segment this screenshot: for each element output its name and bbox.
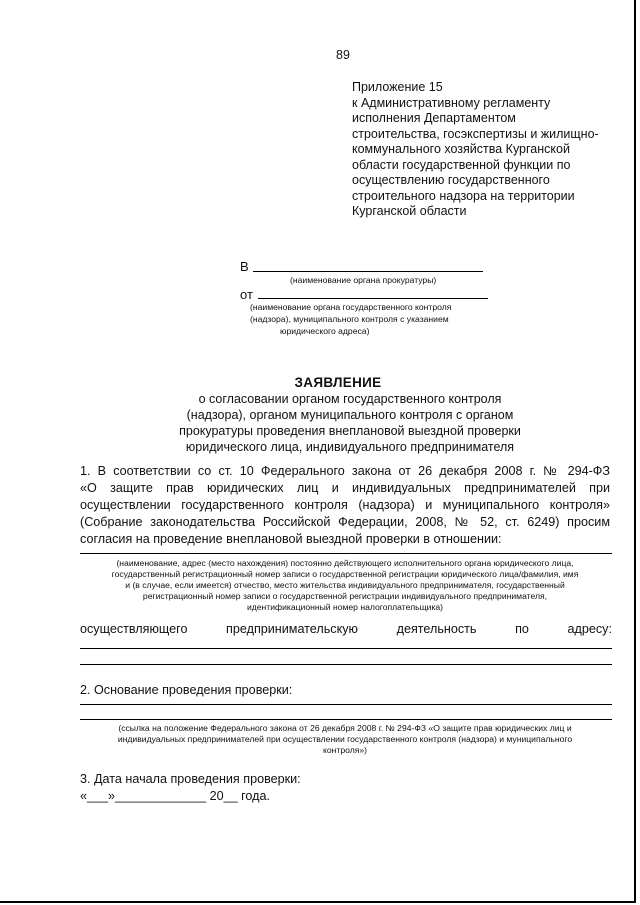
prosecutor-caption: (наименование органа прокуратуры) — [290, 275, 437, 285]
section1-paragraph — [80, 463, 610, 548]
annex-line: Курганской области — [352, 204, 467, 218]
subject-entry-line[interactable] — [80, 553, 612, 554]
section3-label: 3. Дата начала проведения проверки: — [80, 772, 301, 786]
section2-label: 2. Основание проведения проверки: — [80, 683, 293, 697]
annex-line: области государственной функции по — [352, 157, 571, 172]
subject-caption-line: регистрационный номер записи о государственной регистрации индивидуального предпринимателя, — [142, 591, 548, 601]
activity-word: адресу: — [567, 622, 612, 636]
control-body-caption-line: (надзора), муниципального контроля с указанием — [250, 314, 449, 324]
subtitle-line: юридического лица, индивидуального предпринимателя — [185, 440, 515, 454]
subject-caption-line: идентификационный номер налогоплательщика) — [246, 602, 444, 612]
basis-entry-line-2[interactable] — [80, 719, 612, 720]
activity-word: деятельность — [396, 622, 477, 636]
activity-word: осуществляющего — [80, 622, 188, 636]
control-body-caption-line: (наименование органа государственного контроля — [250, 302, 452, 312]
annex-line: Приложение 15 — [352, 80, 443, 94]
address-entry-line-1[interactable] — [80, 648, 612, 649]
basis-caption-line: (ссылка на положение Федерального закона от 26 декабря 2008 г. № 294-ФЗ «О защите прав юридических лиц и — [118, 723, 572, 733]
subtitle-line: о согласовании органом государственного контроля — [198, 392, 502, 406]
basis-caption-line: контроля») — [323, 745, 367, 755]
annex-block — [352, 80, 622, 220]
document-title: ЗАЯВЛЕНИЕ — [294, 375, 382, 390]
subtitle-line: прокуратуры проведения внеплановой выездной проверки — [179, 424, 521, 438]
basis-caption — [80, 723, 610, 756]
page-number: 89 — [336, 48, 350, 62]
annex-line: к Административному регламенту — [352, 95, 551, 110]
subject-caption-line: государственный регистрационный номер записи о государственной регистрации юридического лица/фамилия, имя — [111, 569, 579, 579]
section1-line: осуществлении государственного контроля (надзора) и муниципального контроля» — [80, 498, 610, 512]
start-date-field[interactable]: «___»_____________ 20__ года. — [80, 789, 270, 803]
address-entry-line-2[interactable] — [80, 664, 612, 665]
from-label: от — [240, 287, 253, 302]
basis-entry-line-1[interactable] — [80, 704, 612, 705]
annex-line: осуществлению государственного — [352, 173, 550, 187]
to-label: В — [240, 259, 249, 274]
control-body-caption-line: юридического адреса) — [280, 326, 370, 336]
activity-word: предпринимательскую — [226, 622, 358, 636]
section1-line: 1. В соответствии со ст. 10 Федерального закона от 26 декабря 2008 г. № 294-ФЗ — [80, 464, 610, 478]
section1-line: согласия на проведение внеплановой выездной проверки в отношении: — [80, 532, 502, 546]
subtitle-line: (надзора), органом муниципального контроля с органом — [186, 408, 514, 422]
prosecutor-name-line[interactable] — [253, 271, 483, 272]
subject-caption-line: и (в случае, если имеется) отчество, место жительства индивидуального предпринимателя, государственный — [125, 580, 565, 590]
control-body-name-line[interactable] — [258, 298, 488, 299]
annex-line: коммунального хозяйства Курганской — [352, 142, 570, 156]
subject-caption — [80, 558, 610, 613]
activity-address-line — [80, 622, 612, 636]
annex-line: строительного надзора на территории — [352, 188, 575, 203]
activity-word: по — [515, 622, 529, 636]
document-subtitle — [150, 391, 550, 455]
section1-line: (Собрание законодательства Российской Федерации, 2008, № 52, ст. 6249) просим — [80, 515, 610, 529]
basis-caption-line: индивидуальных предпринимателей при осуществлении государственного контроля (надзора) и муниципального — [117, 734, 573, 744]
section1-line: «О защите прав юридических лиц и индивидуальных предпринимателей при — [80, 481, 610, 495]
subject-caption-line: (наименование, адрес (место нахождения) постоянно действующего исполнительного органа юридического лица, — [116, 558, 574, 568]
annex-line: строительства, госэкспертизы и жилищно- — [352, 126, 599, 141]
annex-line: исполнения Департаментом — [352, 111, 516, 125]
